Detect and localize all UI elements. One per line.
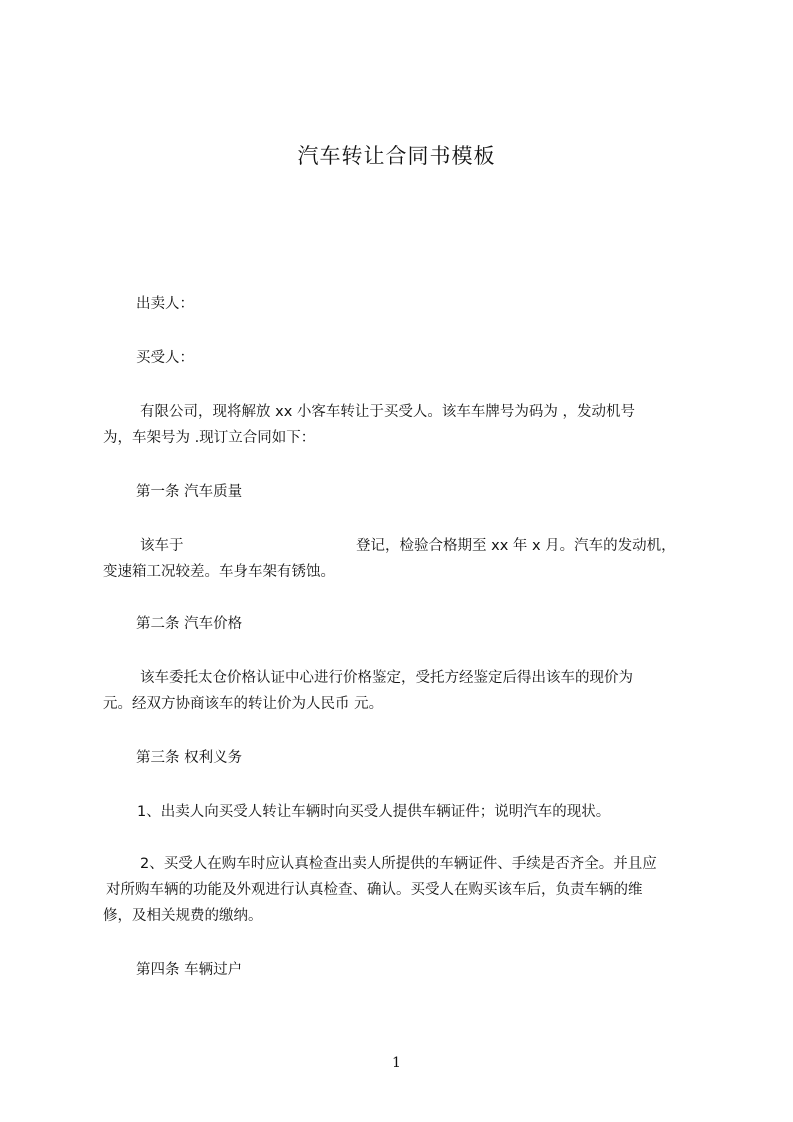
article-1-heading: 第一条 汽车质量 bbox=[136, 484, 243, 500]
article-3-item-2-line-3: 修，及相关规费的缴纳。 bbox=[103, 908, 263, 924]
document-title: 汽车转让合同书模板 bbox=[297, 144, 496, 168]
intro-line-2: 为，车架号为 .现订立合同如下： bbox=[103, 430, 316, 446]
article-3-item-2-line-2: 对所购车辆的功能及外观进行认真检查、确认。买受人在购买该车后，负责车辆的维 bbox=[106, 882, 643, 898]
article-3-item-1: 1、出卖人向买受人转让车辆时向买受人提供车辆证件；说明汽车的现状。 bbox=[137, 804, 611, 820]
article-2-heading: 第二条 汽车价格 bbox=[136, 616, 243, 632]
article-1-line-1b: 登记，检验合格期至 xx 年 x 月。汽车的发动机， bbox=[356, 538, 676, 554]
article-4-heading: 第四条 车辆过户 bbox=[136, 962, 243, 978]
intro-line-1: 有限公司，现将解放 xx 小客车转让于买受人。该车车牌号为码为 ，发动机号 bbox=[140, 404, 635, 420]
seller-label: 出卖人： bbox=[136, 296, 194, 312]
page-number: 1 bbox=[392, 1055, 401, 1071]
article-2-line-1: 该车委托太仓价格认证中心进行价格鉴定，受托方经鉴定后得出该车的现价为 bbox=[140, 670, 633, 686]
article-3-heading: 第三条 权利义务 bbox=[136, 750, 243, 766]
article-3-item-2-line-1: 2、买受人在购车时应认真检查出卖人所提供的车辆证件、手续是否齐全。并且应 bbox=[140, 856, 657, 872]
article-2-line-2: 元。经双方协商该车的转让价为人民币 元。 bbox=[103, 696, 384, 712]
article-1-line-1a: 该车于 bbox=[140, 538, 184, 554]
buyer-label: 买受人： bbox=[136, 350, 194, 366]
article-1-line-2: 变速箱工况较差。车身车架有锈蚀。 bbox=[103, 564, 335, 580]
